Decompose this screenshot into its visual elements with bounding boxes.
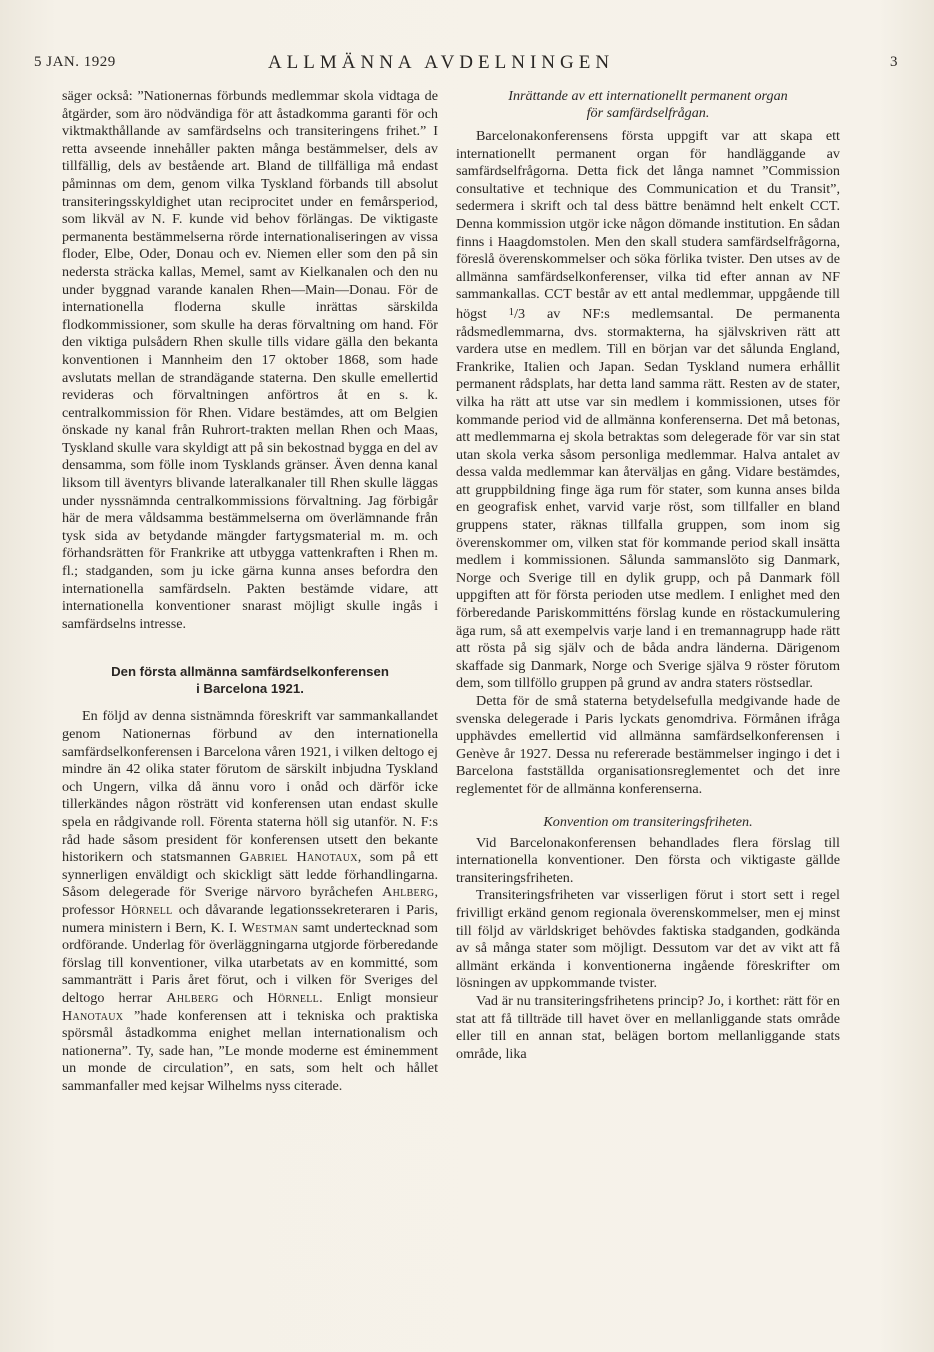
text-run: av NF:s medlemsantal. De permanenta rådsmedlemmarna, dvs. stormakterna, ha självskriven rätt att vardera utse en medlem. Till en början var det sålunda England, Frankrike, Italien och Japan. Sedan Tyskland numera erhållit permanent rådsplats, har detta land samma rätt. Resten av de stater, vilka ha rätt att utse var sin medlem i kommissionen, utses för kommande period vid de allmänna konferenserna. Det må betonas, att medlemmarna ej skola betraktas som delegerade för var sin stat utan skola verka såsom personliga medlemmar. Halva antalet av dessa valda medlemmar kan återväljas en gång. Vidare bestämdes, att gruppbildning finge äga rum för stater, som kunna anses bilda en geografisk enhet, varvid varje röst, som tillfaller en bland gruppens stater, räknas tillfalla gruppen, som inom sig överenskommer om, vilken stat för kommande period skall insätta medlem i kommissionen. Sålunda sammanslöto sig Danmark, Norge och Sverige till en dylik grupp, och på Danmark föll uppgiften att för första perioden utse medlem. I enlighet med den förberedande Pariskommitténs förslag kunde en röstackumulering äga rum, så att exempelvis varje land i en tremannagrupp hade rätt att rösta på sig själv och de båda andra länderna. Därigenom skaffade sig Danmark, Norge och Sverige själva 9 röster förutom dem, som tillföllo gruppen på grund av andra staters röstsedlar.	[456, 305, 840, 692]
right-column	[456, 88, 840, 1063]
text-run: och dåvarande legationssekreteraren i Paris, numera ministern i Bern, K. I.	[62, 901, 438, 936]
person-name: Hanotaux	[62, 1007, 124, 1024]
fraction-numerator: 1	[508, 305, 515, 318]
text-run: samt undertecknad som ordförande. Underlag för överläggningarna utgjorde förberedande förslag till konventioner, vilka utarbetats av en kommitté, som sammanträtt i Paris året förut, och i vilken för Sveriges del deltogo herrar	[62, 919, 438, 1006]
right-paragraph-4: Transiteringsfriheten var visserligen förut i stort sett i regel frivilligt erkänd genom regionala överenskommelser, men ej minst till följd av världskriget behövdes faktiska stadganden, godkända av så många stater som möjligt. Dessutom var det av vikt att få allmänt erkända i konventionerna ingående föreskrifter om lösningen av uppkommande tvister.	[456, 887, 840, 992]
right-paragraph-3: Vid Barcelonakonferensen behandlades flera förslag till internationella konventioner. Den första och viktigaste gällde transiteringsfriheten.	[456, 834, 840, 886]
text-run: Barcelonakonferensens första uppgift var att skapa ett internationellt permanent organ för handläggande av samfärdselfrågorna. Detta fick det långa namnet ”Commission consultative et technique des Communication et du Transit”, sedermera i skrift och tal dess bättre benämnd helt enkelt CCT. Denna kommission utgör icke någon dömande institution. En sådan finns i Haagdomstolen. Men den skall studera samfärdselfrågorna, föreslå överenskommelser och söka förlika tvister. Den utses av de allmänna samfärdselkonferenser, vilka tid efter annan av NF sammankallas. CCT består av ett antal medlemmar, uppgående till högst	[456, 128, 840, 322]
barcelona-heading-line-1: Den första allmänna samfärdselkonferensen	[111, 664, 389, 680]
section-title: ALLMÄNNA AVDELNINGEN	[267, 52, 615, 73]
text-run: , som på ett synnerligen enväldigt och skickligt sätt ledde förhandlingarna. Såsom delegerade för Sverige närvoro byråchefen	[62, 849, 438, 901]
person-name: Hörnell	[120, 901, 173, 918]
text-run: , professor	[62, 884, 438, 918]
right-paragraph-5: Vad är nu transiteringsfrihetens princip? Jo, i korthet: rätt för en stat att få tillträde till havet över en mellanliggande stats område eller till en annan stat, belägen bortom mellanliggande stats område, lika	[456, 992, 840, 1062]
left-column	[62, 88, 438, 1095]
left-paragraph-2	[62, 708, 438, 1095]
person-name: Hörnell	[267, 989, 320, 1006]
transit-heading: Konvention om transiteringsfriheten.	[543, 813, 753, 830]
text-run: En följd av denna sistnämnda föreskrift var sammankallandet genom Nationernas förbund av den internationella samfärdselkonferensen i Barcelona våren 1921, i vilken deltogo ej mindre än 42 olika stater förutom de särskilt inbjudna Tyskland och Ungern, vilka då ännu voro i onåd och därför icke tillerkändes någon rösträtt vid konferensen utan endast skulle spela en rådgivande roll. Förenta staterna höll sig utanför. N. F:s råd hade såsom president för konferensen utsett den bekante historikern och statsmannen	[62, 708, 438, 866]
organ-heading-line-1: Inrättande av ett internationellt permanent organ	[508, 88, 788, 104]
barcelona-heading-line-2: i Barcelona 1921.	[196, 681, 304, 697]
right-paragraph-1	[456, 128, 840, 693]
person-name: Ahlberg	[382, 884, 435, 901]
person-name: Gabriel Hanotaux	[239, 849, 358, 866]
organ-heading-line-2: för samfärdselfrågan.	[586, 105, 710, 121]
organ-heading	[456, 88, 840, 122]
right-paragraph-2: Detta för de små staterna betydelsefulla medgivande hade de svenska delegerade i Paris lyckats genomdriva. Förmånen ifråga upphävdes emellertid vid allmänna samfärdselkonferensen i Genève år 1927. Dessa nu refererade bestämmelser ingingo i det i Barcelona fastställda organisationsreglementet och det inre reglementet för de allmänna konferenserna.	[456, 693, 840, 797]
person-name: Westman	[241, 919, 299, 936]
fraction-denominator: 3	[518, 305, 526, 322]
text-run: . Enligt monsieur	[319, 989, 439, 1006]
left-paragraph-1: säger också: ”Nationernas förbunds medlemmar skola vidtaga de åtgärder, som äro nödvändiga för att åstadkomma garanti för och viktmakthållande av samfärdselns och transiteringens frihet.” I retta avseende innehåller pakten många bestämmelser, dels av tillfällig, dels av bestående art. Bland de tillfälliga må endast påminnas om dem, genom vilka Tyskland förbands till absolut transiteringsskyldighet utan reciprocitet under en femårsperiod, som likväl av N. F. kunde vid behov förlängas. De viktigaste permanenta bestämmelserna rörde internationaliseringen av vissa floder, Elbe, Oder, Donau och ev. Niemen eller som den på sin nedersta sträcka kallas, Memel, samt av Kielkanalen och den nu under byggnad varande kanalen Rhen—Main—Donau. För de internationella floderna skulle inrättas särskilda flodkommissioner, som skulle ha deras förvaltning om hand. För den viktiga pulsådern Rhen skulle tills vidare gälla den bekanta konventionen i Mannheim den 17 oktober 1868, som hade avslutats mellan de strandägande staterna. Den skulle emellertid revideras och förvaltningen anförtros åt en s. k. centralkommission för Rhen. Vidare bestämdes, att om Belgien önskade ny kanal från Ruhrort-trakten mellan Rhen och Maas, Tyskland skulle vara skyldigt att på sin bekostnad bygga en del av densamma, som fölle inom Tysklands gränser. Även denna kanal liksom till äventyrs blivande lateralkanaler till Rhen skulle läggas under nyssnämnda centralkommissions förvaltning. Jag förbigår här de mera våldsamma bestämmelserna om överlämnande från tysk sida av betydande mängder fartygsmaterial m. m. och förhandsrätten för Frankrike att utbygga vattenkraften i Rhen m. fl.; stadganden, som ju icke gärna kunna anses befordra den internationella samfärdseln. Pakten bestämde vidare, att internationella konventioner snarast möjligt skulle ingås i samfärdselns intresse.	[62, 88, 438, 632]
barcelona-heading	[62, 663, 438, 697]
page-header	[34, 52, 898, 78]
text-run: ”hade konferensen att i tekniska och praktiska spörsmål åstadkomma enighet mellan internationalism och nationerna”. Ty, sade han, ”Le monde moderne est éminemment un monde de circulation”, en sats, som helt och hållet sammanfaller med kejsar Wilhelms nyss citerade.	[62, 1007, 438, 1094]
header-date: 5 JAN. 1929	[34, 54, 116, 70]
person-name: Ahlberg	[166, 989, 219, 1006]
text-run: och	[232, 989, 254, 1006]
page-number: 3	[890, 54, 898, 70]
fraction: $^1$/3	[508, 305, 526, 322]
